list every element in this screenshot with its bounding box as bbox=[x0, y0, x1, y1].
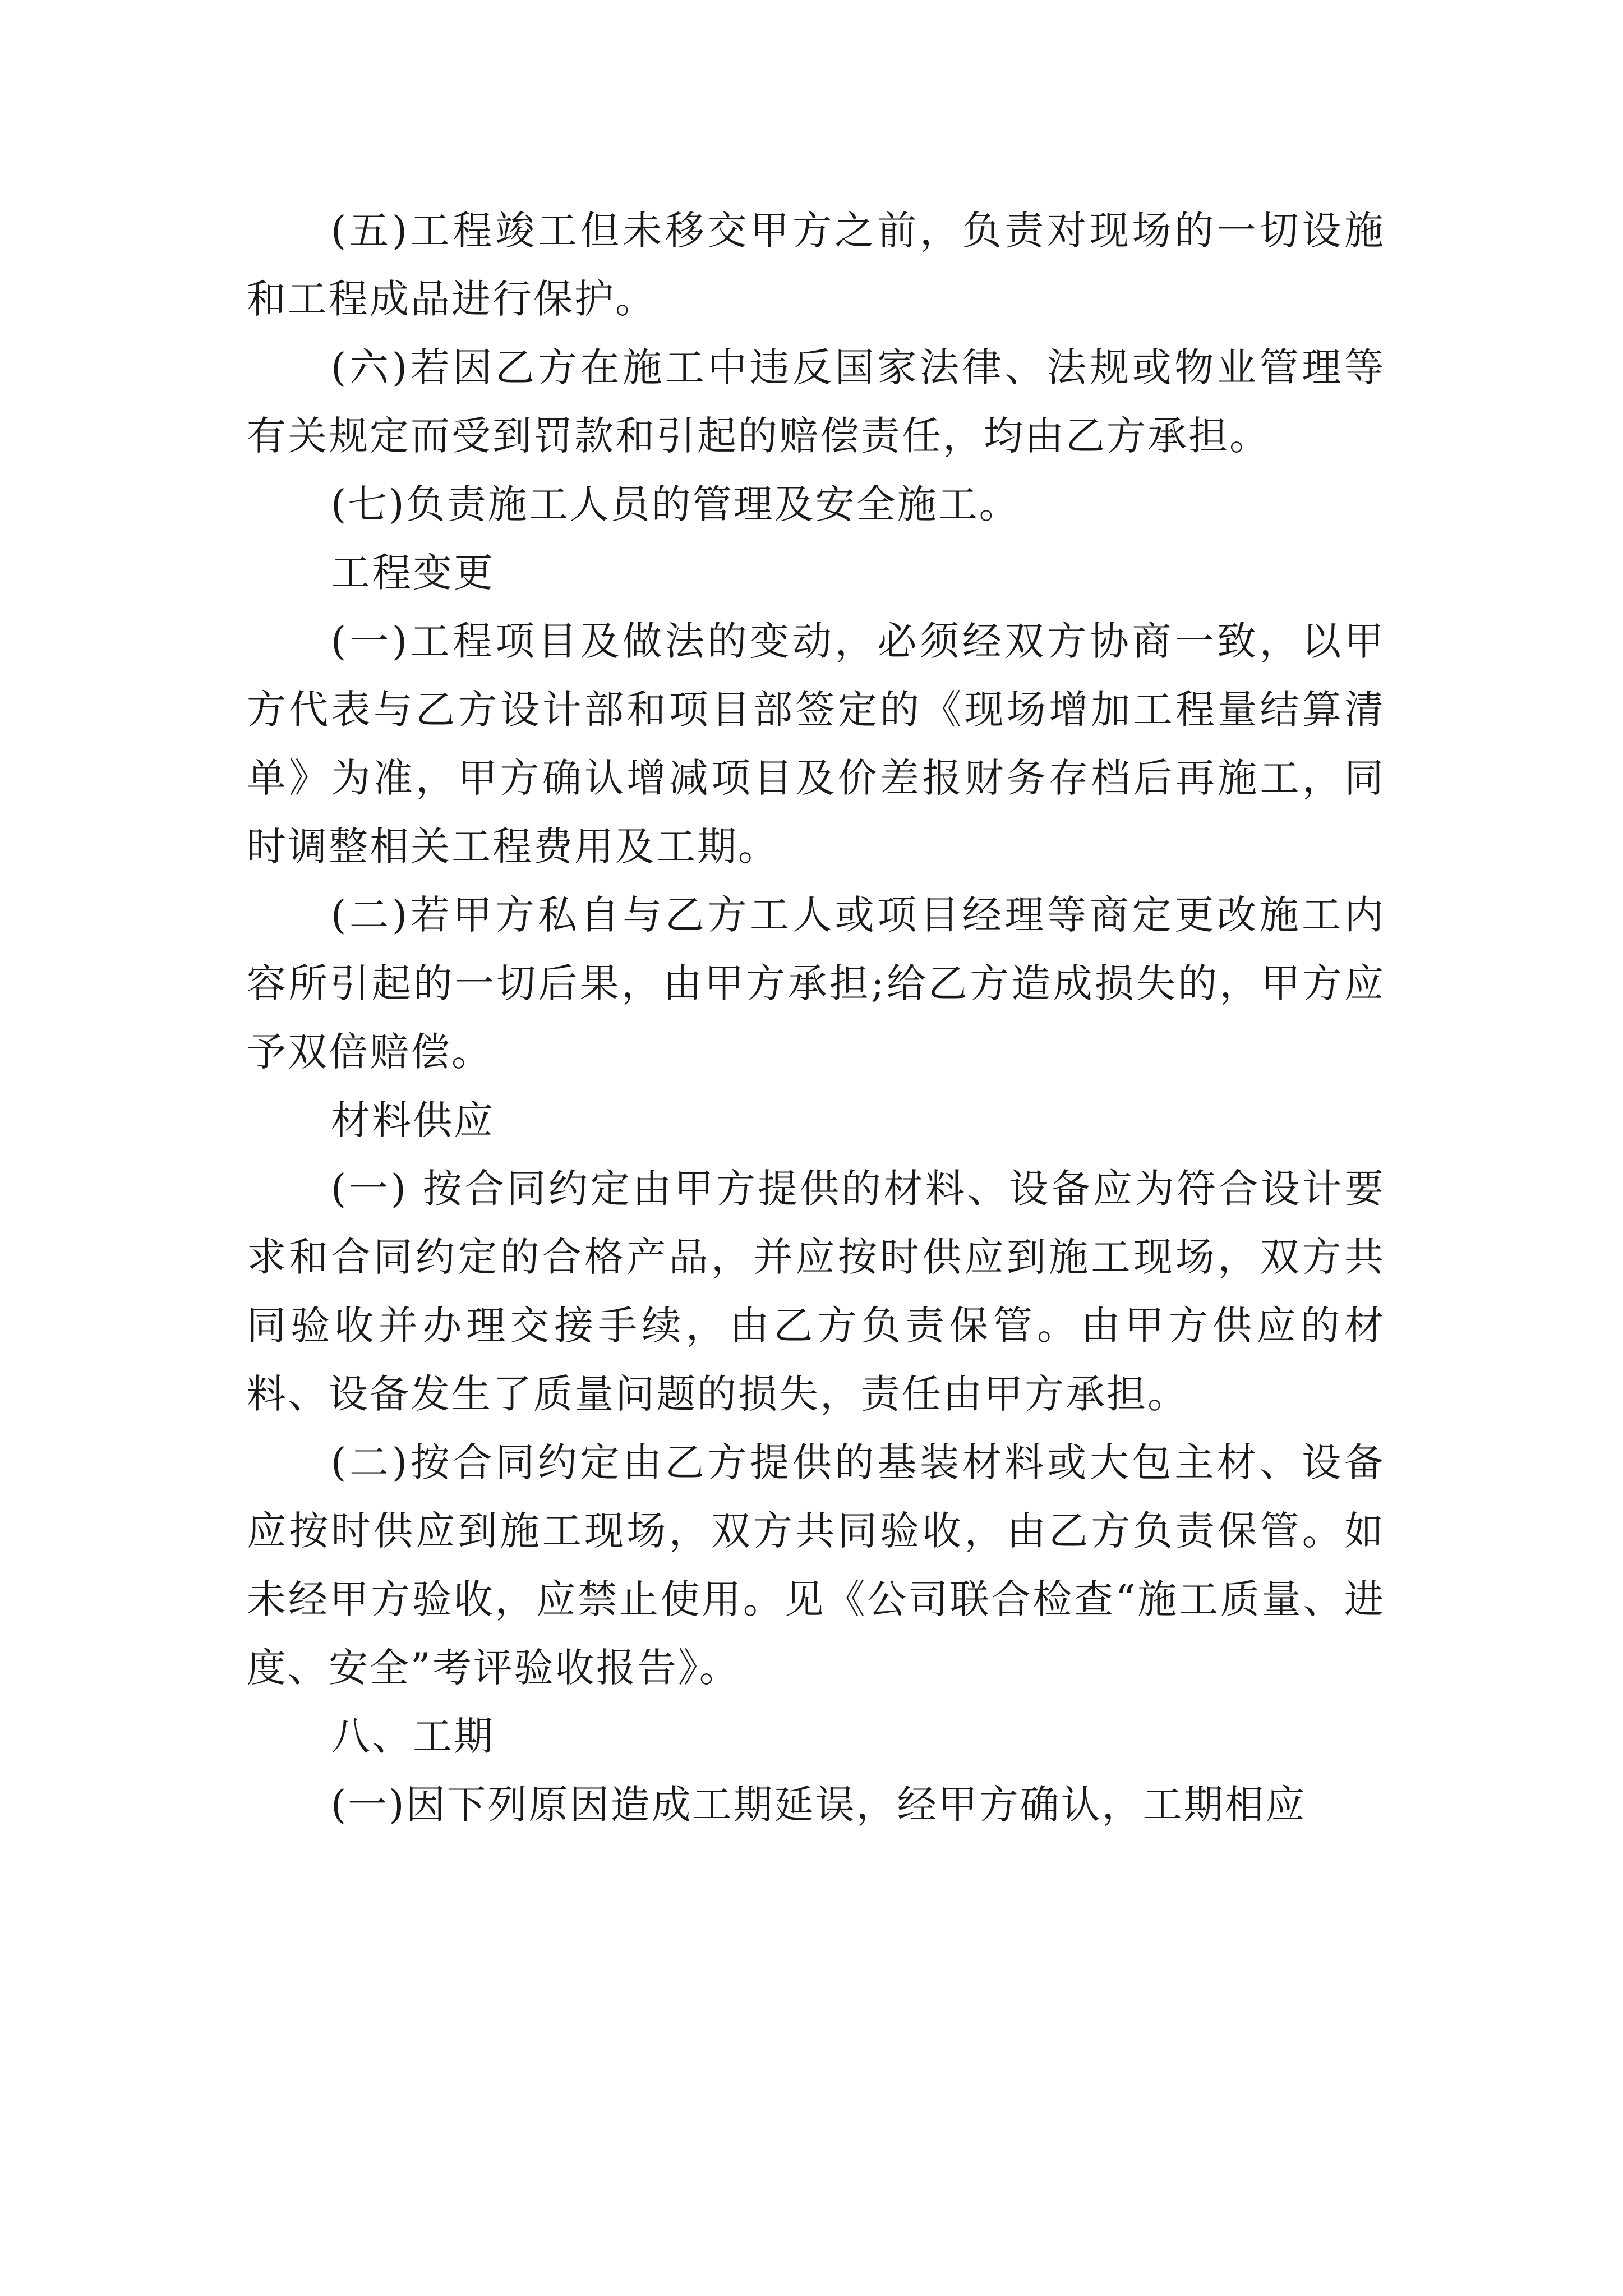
section-material-supply: 材料供应 bbox=[331, 1097, 495, 1143]
change-clause-1: (一)工程项目及做法的变动，必须经双方协商一致，以甲方代表与乙方设计部和项目部签定的《现场增加工程量结算清单》为准，甲方确认增减项目及价差报财务存档后再施工，同时调整相关工程费用及工期。 bbox=[247, 618, 1385, 869]
clause-5-handover-protection: (五)工程竣工但未移交甲方之前，负责对现场的一切设施和工程成品进行保护。 bbox=[247, 208, 1385, 322]
section-engineering-change: 工程变更 bbox=[331, 550, 495, 596]
period-clause-1: (一)因下列原因造成工期延误，经甲方确认，工期相应 bbox=[331, 1782, 1307, 1828]
supply-clause-1: (一) 按合同约定由甲方提供的材料、设备应为符合设计要求和合同约定的合格产品，并应按时供应到施工现场，双方共同验收并办理交接手续，由乙方负责保管。由甲方供应的材料、设备发生了质量问题的损失，责任由甲方承担。 bbox=[247, 1166, 1385, 1417]
section-8-construction-period: 八、工期 bbox=[331, 1713, 495, 1759]
clause-7-personnel-safety: (七)负责施工人员的管理及安全施工。 bbox=[331, 481, 1020, 527]
clause-6-legal-liability: (六)若因乙方在施工中违反国家法律、法规或物业管理等有关规定而受到罚款和引起的赔偿责任，均由乙方承担。 bbox=[247, 344, 1385, 459]
supply-clause-2: (二)按合同约定由乙方提供的基装材料或大包主材、设备应按时供应到施工现场，双方共同验收，由乙方负责保管。如未经甲方验收，应禁止使用。见《公司联合检查“施工质量、进度、安全”考评验收报告》。 bbox=[247, 1439, 1385, 1691]
change-clause-2: (二)若甲方私自与乙方工人或项目经理等商定更改施工内容所引起的一切后果，由甲方承担;给乙方造成损失的，甲方应予双倍赔偿。 bbox=[247, 892, 1385, 1075]
document-body bbox=[247, 196, 1385, 1839]
